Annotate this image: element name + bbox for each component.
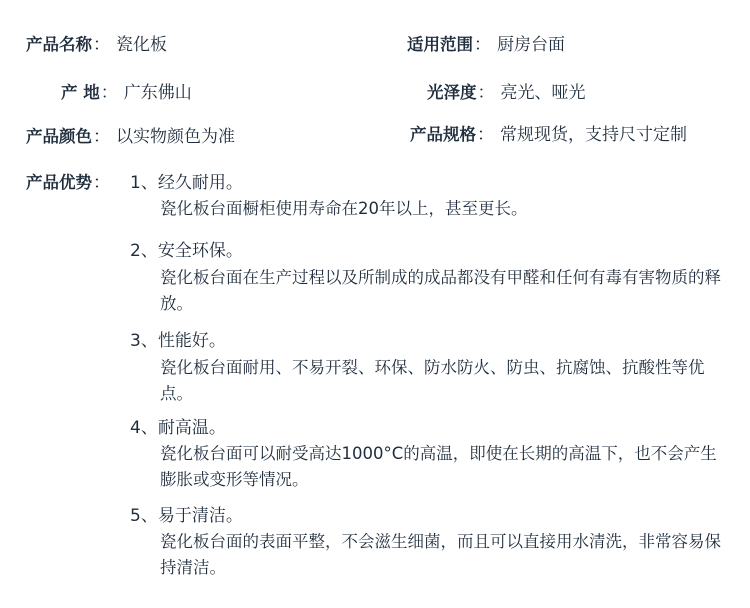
spec-label: 产 地	[61, 83, 100, 102]
spec-origin	[61, 78, 192, 103]
colon: ：	[100, 83, 118, 103]
colon: ：	[93, 173, 110, 193]
colon: ：	[477, 125, 494, 145]
advantage-title: 5、易于清洁。	[130, 506, 243, 526]
advantage-desc: 瓷化板台面耐用、不易开裂、环保、防水防火、防虫、抗腐蚀、抗酸性等优点。	[160, 358, 705, 403]
advantage-title: 2、安全环保。	[130, 241, 243, 261]
advantage-title: 1、经久耐用。	[130, 173, 243, 193]
advantage-desc: 瓷化板台面可以耐受高达1000°C的高温，即使在长期的高温下，也不会产生膨胀或变形等情况。	[160, 444, 717, 489]
advantage-desc: 瓷化板台面在生产过程以及所制成的成品都没有甲醛和任何有毒有害物质的释放。	[160, 268, 721, 313]
advantage-desc: 瓷化板台面橱柜使用寿命在20年以上，甚至更长。	[160, 199, 528, 218]
advantages-label: 产品优势	[26, 173, 92, 192]
colon: ：	[93, 127, 110, 147]
advantage-title: 3、性能好。	[130, 331, 226, 351]
spec-label: 产品规格	[410, 125, 476, 144]
spec-gloss	[427, 78, 586, 103]
spec-value: 以实物颜色为准	[116, 127, 235, 147]
spec-value: 亮光、哑光	[500, 83, 586, 103]
spec-name	[26, 30, 167, 55]
spec-value: 常规现货，支持尺寸定制	[500, 125, 687, 145]
colon: ：	[474, 35, 491, 55]
spec-label: 产品名称	[26, 35, 92, 54]
colon: ：	[93, 35, 110, 55]
advantage-desc: 瓷化板台面的表面平整，不会滋生细菌，而且可以直接用水清洗，非常容易保持清洁。	[160, 532, 721, 577]
spec-value: 瓷化板	[116, 35, 167, 55]
spec-label: 光泽度	[427, 83, 477, 102]
spec-size	[410, 120, 687, 145]
spec-label: 适用范围	[407, 35, 473, 54]
spec-label: 产品颜色	[26, 127, 92, 146]
advantage-title: 4、耐高温。	[130, 418, 226, 438]
colon: ：	[477, 83, 495, 103]
advantages-heading	[26, 168, 116, 193]
spec-value: 广东佛山	[123, 83, 192, 103]
spec-scope	[407, 30, 565, 55]
spec-color	[26, 122, 235, 147]
spec-value: 厨房台面	[497, 35, 565, 55]
